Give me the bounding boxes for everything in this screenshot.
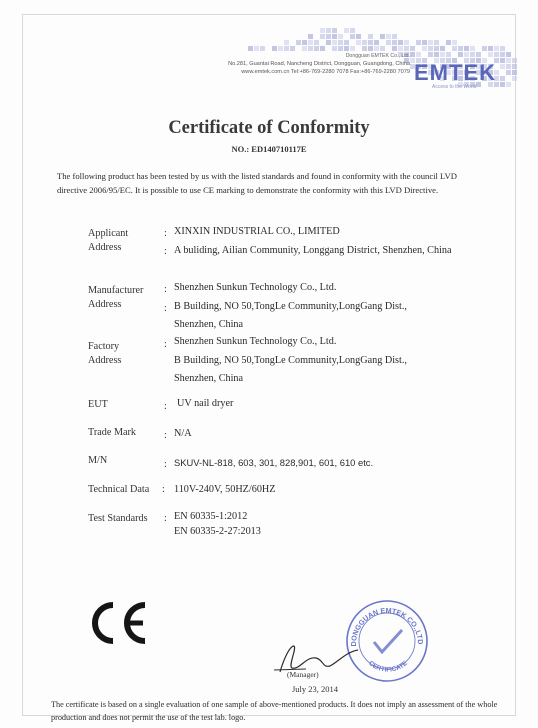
test-standards-label: Test Standards — [88, 513, 148, 524]
factory-value: Shenzhen Sunkun Technology Co., Ltd. — [174, 336, 337, 347]
colon: : — [164, 339, 167, 350]
logo-pixel — [404, 40, 409, 45]
logo-pixel — [446, 40, 451, 45]
colon: : — [164, 430, 167, 441]
logo-pixel — [482, 46, 487, 51]
logo-pixel — [428, 40, 433, 45]
logo-pixel — [500, 76, 505, 81]
logo-pixel — [338, 40, 343, 45]
logo-pixel — [410, 52, 415, 57]
logo-pixel — [368, 40, 373, 45]
company-name-small: Dongguan EMTEK Co., Ltd. — [345, 53, 410, 59]
logo-pixel — [344, 46, 349, 51]
factory-label: Factory — [88, 341, 120, 352]
company-address-block — [228, 53, 410, 76]
logo-pixel — [494, 52, 499, 57]
logo-pixel — [320, 34, 325, 39]
logo-pixel — [422, 46, 427, 51]
logo-pixel — [350, 28, 355, 33]
emtek-logo: EMTEK — [414, 60, 496, 85]
applicant-value: XINXIN INDUSTRIAL CO., LIMITED — [174, 226, 340, 237]
logo-pixel — [314, 40, 319, 45]
colon: : — [164, 303, 167, 314]
logo-pixel — [308, 46, 313, 51]
logo-pixel — [488, 52, 493, 57]
logo-pixel — [278, 46, 283, 51]
colon: : — [164, 284, 167, 295]
logo-pixel — [464, 52, 469, 57]
logo-pixel — [380, 46, 385, 51]
logo-pixel — [410, 46, 415, 51]
logo-pixel — [512, 70, 517, 75]
colon: : — [164, 228, 167, 239]
logo-pixel — [452, 40, 457, 45]
logo-pixel — [434, 52, 439, 57]
logo-pixel — [512, 76, 517, 81]
logo-pixel — [416, 40, 421, 45]
emtek-tagline: Access to the World — [432, 84, 477, 90]
logo-pixel — [392, 46, 397, 51]
logo-pixel — [362, 46, 367, 51]
svg-text:CERTIFICATE: CERTIFICATE — [367, 659, 409, 674]
svg-text:DONGGUAN EMTEK CO.,LTD.: DONGGUAN EMTEK CO.,LTD — [348, 605, 426, 647]
logo-pixel — [308, 40, 313, 45]
applicant-address-label: Address — [88, 242, 122, 253]
logo-pixel — [386, 40, 391, 45]
trade-mark-value: N/A — [174, 428, 192, 439]
logo-pixel — [476, 52, 481, 57]
logo-pixel — [308, 34, 313, 39]
colon: : — [162, 484, 165, 495]
logo-pixel — [446, 52, 451, 57]
logo-pixel — [362, 40, 367, 45]
logo-pixel — [458, 46, 463, 51]
company-contact: www.emtek.com.cn Tel:+86-769-2280 7078 Fax:+86-769-2280 7079 — [241, 69, 410, 75]
logo-pixel — [506, 52, 511, 57]
logo-pixel — [338, 46, 343, 51]
logo-pixel — [458, 52, 463, 57]
factory-address-line-2: Shenzhen, China — [174, 373, 244, 384]
logo-pixel — [350, 34, 355, 39]
logo-pixel — [356, 40, 361, 45]
logo-pixel — [350, 46, 355, 51]
logo-pixel — [344, 40, 349, 45]
logo-pixel — [332, 40, 337, 45]
logo-pixel — [284, 40, 289, 45]
company-address: No.281, Guantai Road, Nancheng District, Dongguan, Guangdong, China — [228, 61, 410, 67]
logo-pixel — [416, 52, 421, 57]
test-standard-2: EN 60335-2-27:2013 — [174, 526, 261, 537]
manufacturer-label: Manufacturer — [88, 285, 144, 296]
logo-pixel — [332, 46, 337, 51]
model-label: M/N — [88, 455, 108, 466]
logo-pixel — [506, 64, 511, 69]
applicant-address-value: A buliding, Ailian Community, Longgang District, Shenzhen, China — [174, 245, 452, 256]
logo-pixel — [500, 82, 505, 87]
manufacturer-address-line-1: B Building, NO 50,TongLe Community,LongGang Dist., — [174, 301, 407, 312]
factory-address-line-1: B Building, NO 50,TongLe Community,LongGang Dist., — [174, 355, 407, 366]
logo-pixel — [464, 46, 469, 51]
logo-pixel — [500, 46, 505, 51]
logo-pixel — [248, 46, 253, 51]
logo-pixel — [428, 46, 433, 51]
logo-pixel — [494, 46, 499, 51]
logo-pixel — [254, 46, 259, 51]
logo-pixel — [344, 28, 349, 33]
logo-pixel — [368, 46, 373, 51]
logo-pixel — [374, 46, 379, 51]
model-value: SKUV-NL-818, 603, 301, 828,901, 601, 610 etc. — [174, 457, 374, 468]
factory-address-label: Address — [88, 355, 122, 366]
logo-pixel — [320, 28, 325, 33]
logo-pixel — [314, 46, 319, 51]
logo-pixel — [296, 40, 301, 45]
logo-pixel — [338, 34, 343, 39]
logo-pixel — [332, 34, 337, 39]
logo-pixel — [404, 46, 409, 51]
manufacturer-value: Shenzhen Sunkun Technology Co., Ltd. — [174, 282, 337, 293]
logo-pixel — [440, 46, 445, 51]
colon: : — [164, 246, 167, 257]
test-standard-1: EN 60335-1:2012 — [174, 511, 248, 522]
logo-pixel — [512, 64, 517, 69]
logo-pixel — [398, 40, 403, 45]
intro-paragraph: The following product has been tested by us with the listed standards and found in conformity with the council LVD directive 2006/95/EC. It is possible to use CE marking to demonstrate the conformity with this LVD Directive. — [57, 171, 457, 195]
logo-pixel — [332, 28, 337, 33]
logo-pixel — [302, 46, 307, 51]
logo-pixel — [512, 58, 517, 63]
logo-pixel — [428, 52, 433, 57]
logo-pixel — [452, 46, 457, 51]
manufacturer-address-line-2: Shenzhen, China — [174, 319, 244, 330]
logo-pixel — [290, 46, 295, 51]
logo-pixel — [302, 40, 307, 45]
logo-pixel — [284, 46, 289, 51]
manager-signature — [266, 640, 366, 674]
logo-pixel — [368, 34, 373, 39]
logo-pixel — [386, 34, 391, 39]
logo-pixel — [500, 58, 505, 63]
colon: : — [164, 513, 167, 524]
logo-pixel — [440, 52, 445, 57]
manager-label: (Manager) — [287, 670, 319, 679]
technical-data-label: Technical Data — [88, 484, 150, 495]
logo-pixel — [434, 40, 439, 45]
manufacturer-address-label: Address — [88, 299, 122, 310]
logo-pixel — [326, 40, 331, 45]
certificate-number: NO.: ED140710117E — [231, 144, 307, 154]
logo-pixel — [398, 46, 403, 51]
logo-pixel — [326, 28, 331, 33]
eut-value: UV nail dryer — [177, 398, 234, 409]
logo-pixel — [320, 46, 325, 51]
logo-pixel — [470, 52, 475, 57]
colon: : — [164, 459, 167, 470]
logo-pixel — [500, 52, 505, 57]
logo-pixel — [506, 58, 511, 63]
logo-pixel — [260, 46, 265, 51]
trade-mark-label: Trade Mark — [88, 427, 137, 438]
applicant-label: Applicant — [88, 228, 129, 239]
logo-pixel — [380, 34, 385, 39]
logo-pixel — [506, 82, 511, 87]
footer-disclaimer: The certificate is based on a single evaluation of one sample of above-mentioned products. It does not imply an assessment of the whole production and does not permit the use of the test lab. logo. — [51, 700, 498, 722]
logo-pixel — [374, 40, 379, 45]
logo-pixel — [470, 46, 475, 51]
logo-pixel — [392, 34, 397, 39]
eut-label: EUT — [88, 399, 108, 410]
logo-pixel — [356, 34, 361, 39]
logo-pixel — [422, 40, 427, 45]
ce-mark-icon — [85, 601, 149, 645]
logo-pixel — [434, 46, 439, 51]
document-title: Certificate of Conformity — [168, 118, 370, 138]
logo-pixel — [326, 34, 331, 39]
logo-pixel — [500, 64, 505, 69]
logo-pixel — [488, 46, 493, 51]
logo-pixel — [392, 40, 397, 45]
technical-data-value: 110V-240V, 50HZ/60HZ — [174, 484, 276, 495]
issue-date: July 23, 2014 — [292, 684, 339, 694]
logo-pixel — [272, 46, 277, 51]
colon: : — [164, 401, 167, 412]
logo-pixel — [506, 70, 511, 75]
